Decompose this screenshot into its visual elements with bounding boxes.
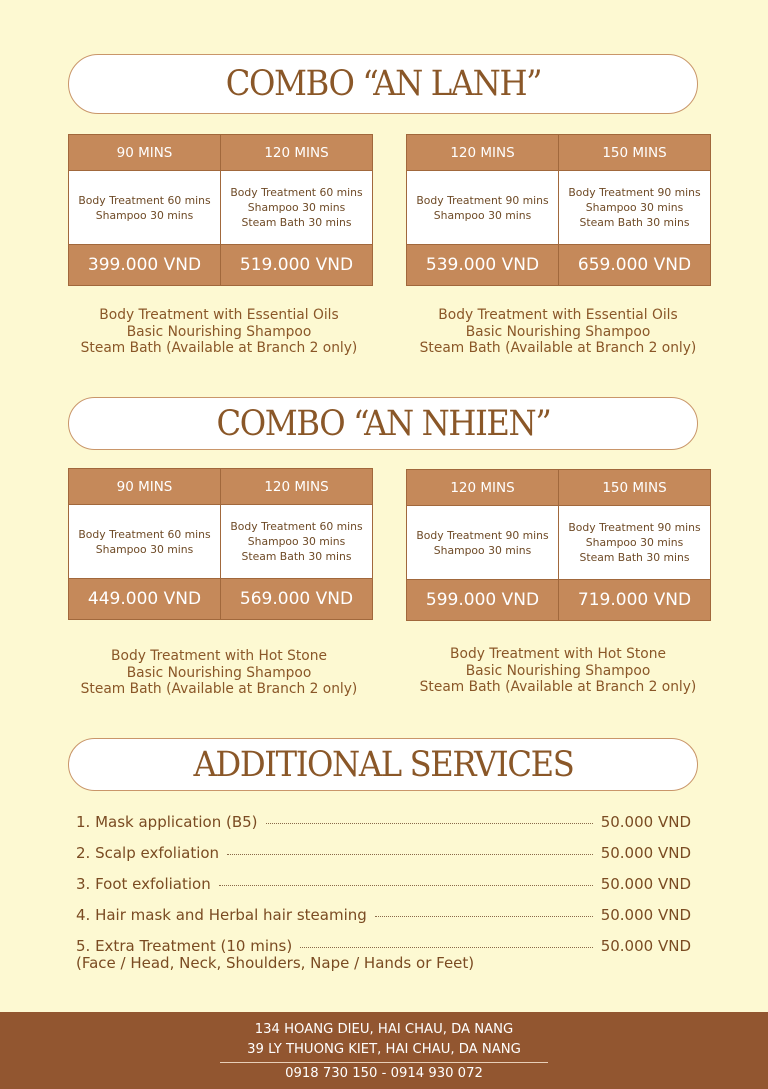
package-description: Body Treatment 60 mins Shampoo 30 mins Steam Bath 30 mins xyxy=(221,505,373,579)
dotted-leader xyxy=(227,854,593,855)
additional-services-title-banner xyxy=(68,738,698,791)
additional-services-title: ADDITIONAL SERVICES xyxy=(193,744,573,785)
duration-header: 150 MINS xyxy=(559,470,711,506)
combo-an-nhien-title-banner xyxy=(68,397,698,450)
combo-an-lanh-table-right xyxy=(406,134,711,286)
combo-an-lanh-title-banner xyxy=(68,54,698,114)
combo-an-lanh-caption-left: Body Treatment with Essential Oils Basic Nourishing Shampoo Steam Bath (Available at Branch 2 only) xyxy=(80,307,358,356)
duration-header: 90 MINS xyxy=(69,135,221,171)
service-name: 4. Hair mask and Herbal hair steaming xyxy=(76,906,367,924)
duration-header: 90 MINS xyxy=(69,469,221,505)
duration-header: 120 MINS xyxy=(407,135,559,171)
package-price: 399.000 VND xyxy=(69,245,221,286)
service-name: 2. Scalp exfoliation xyxy=(76,844,220,862)
package-description: Body Treatment 60 mins Shampoo 30 mins Steam Bath 30 mins xyxy=(221,171,373,245)
dotted-leader xyxy=(219,885,593,886)
combo-an-nhien-title: COMBO “AN NHIEN” xyxy=(216,403,550,444)
duration-header: 120 MINS xyxy=(221,135,373,171)
package-price: 659.000 VND xyxy=(559,245,711,286)
package-description: Body Treatment 90 mins Shampoo 30 mins xyxy=(407,506,559,580)
service-price: 50.000 VND xyxy=(600,813,691,831)
package-price: 569.000 VND xyxy=(221,579,373,620)
service-name: 5. Extra Treatment (10 mins) xyxy=(76,937,293,955)
combo-an-lanh-title: COMBO “AN LANH” xyxy=(225,64,541,104)
package-price: 539.000 VND xyxy=(407,245,559,286)
phone-numbers: 0918 730 150 - 0914 930 072 xyxy=(285,1066,483,1081)
package-price: 599.000 VND xyxy=(407,580,559,621)
service-row xyxy=(76,813,691,831)
package-price: 719.000 VND xyxy=(559,580,711,621)
footer xyxy=(0,1012,768,1089)
service-row xyxy=(76,844,691,862)
package-price: 449.000 VND xyxy=(69,579,221,620)
duration-header: 150 MINS xyxy=(559,135,711,171)
combo-an-nhien-table-left xyxy=(68,468,373,620)
service-price: 50.000 VND xyxy=(600,906,691,924)
package-description: Body Treatment 90 mins Shampoo 30 mins Steam Bath 30 mins xyxy=(559,506,711,580)
package-description: Body Treatment 90 mins Shampoo 30 mins xyxy=(407,171,559,245)
dotted-leader xyxy=(266,823,593,824)
service-row xyxy=(76,906,691,924)
address-branch-1: 134 HOANG DIEU, HAI CHAU, DA NANG xyxy=(254,1022,514,1037)
package-description: Body Treatment 90 mins Shampoo 30 mins Steam Bath 30 mins xyxy=(559,171,711,245)
package-description: Body Treatment 60 mins Shampoo 30 mins xyxy=(69,505,221,579)
address-branch-2: 39 LY THUONG KIET, HAI CHAU, DA NANG xyxy=(247,1042,521,1057)
service-5-detail: (Face / Head, Neck, Shoulders, Nape / Hands or Feet) xyxy=(76,954,475,972)
duration-header: 120 MINS xyxy=(407,470,559,506)
service-row xyxy=(76,875,691,893)
dotted-leader xyxy=(300,947,593,948)
service-price: 50.000 VND xyxy=(600,875,691,893)
package-price: 519.000 VND xyxy=(221,245,373,286)
combo-an-nhien-caption-left: Body Treatment with Hot Stone Basic Nourishing Shampoo Steam Bath (Available at Branch 2 only) xyxy=(80,648,358,697)
duration-header: 120 MINS xyxy=(221,469,373,505)
combo-an-nhien-table-right xyxy=(406,469,711,621)
package-description: Body Treatment 60 mins Shampoo 30 mins xyxy=(69,171,221,245)
combo-an-nhien-caption-right: Body Treatment with Hot Stone Basic Nourishing Shampoo Steam Bath (Available at Branch 2 only) xyxy=(419,646,697,695)
service-name: 3. Foot exfoliation xyxy=(76,875,211,893)
service-price: 50.000 VND xyxy=(600,844,691,862)
footer-divider xyxy=(220,1062,548,1063)
service-name: 1. Mask application (B5) xyxy=(76,813,258,831)
service-row xyxy=(76,937,691,955)
dotted-leader xyxy=(375,916,593,917)
combo-an-lanh-caption-right: Body Treatment with Essential Oils Basic Nourishing Shampoo Steam Bath (Available at Branch 2 only) xyxy=(419,307,697,356)
combo-an-lanh-table-left xyxy=(68,134,373,286)
service-price: 50.000 VND xyxy=(600,937,691,955)
